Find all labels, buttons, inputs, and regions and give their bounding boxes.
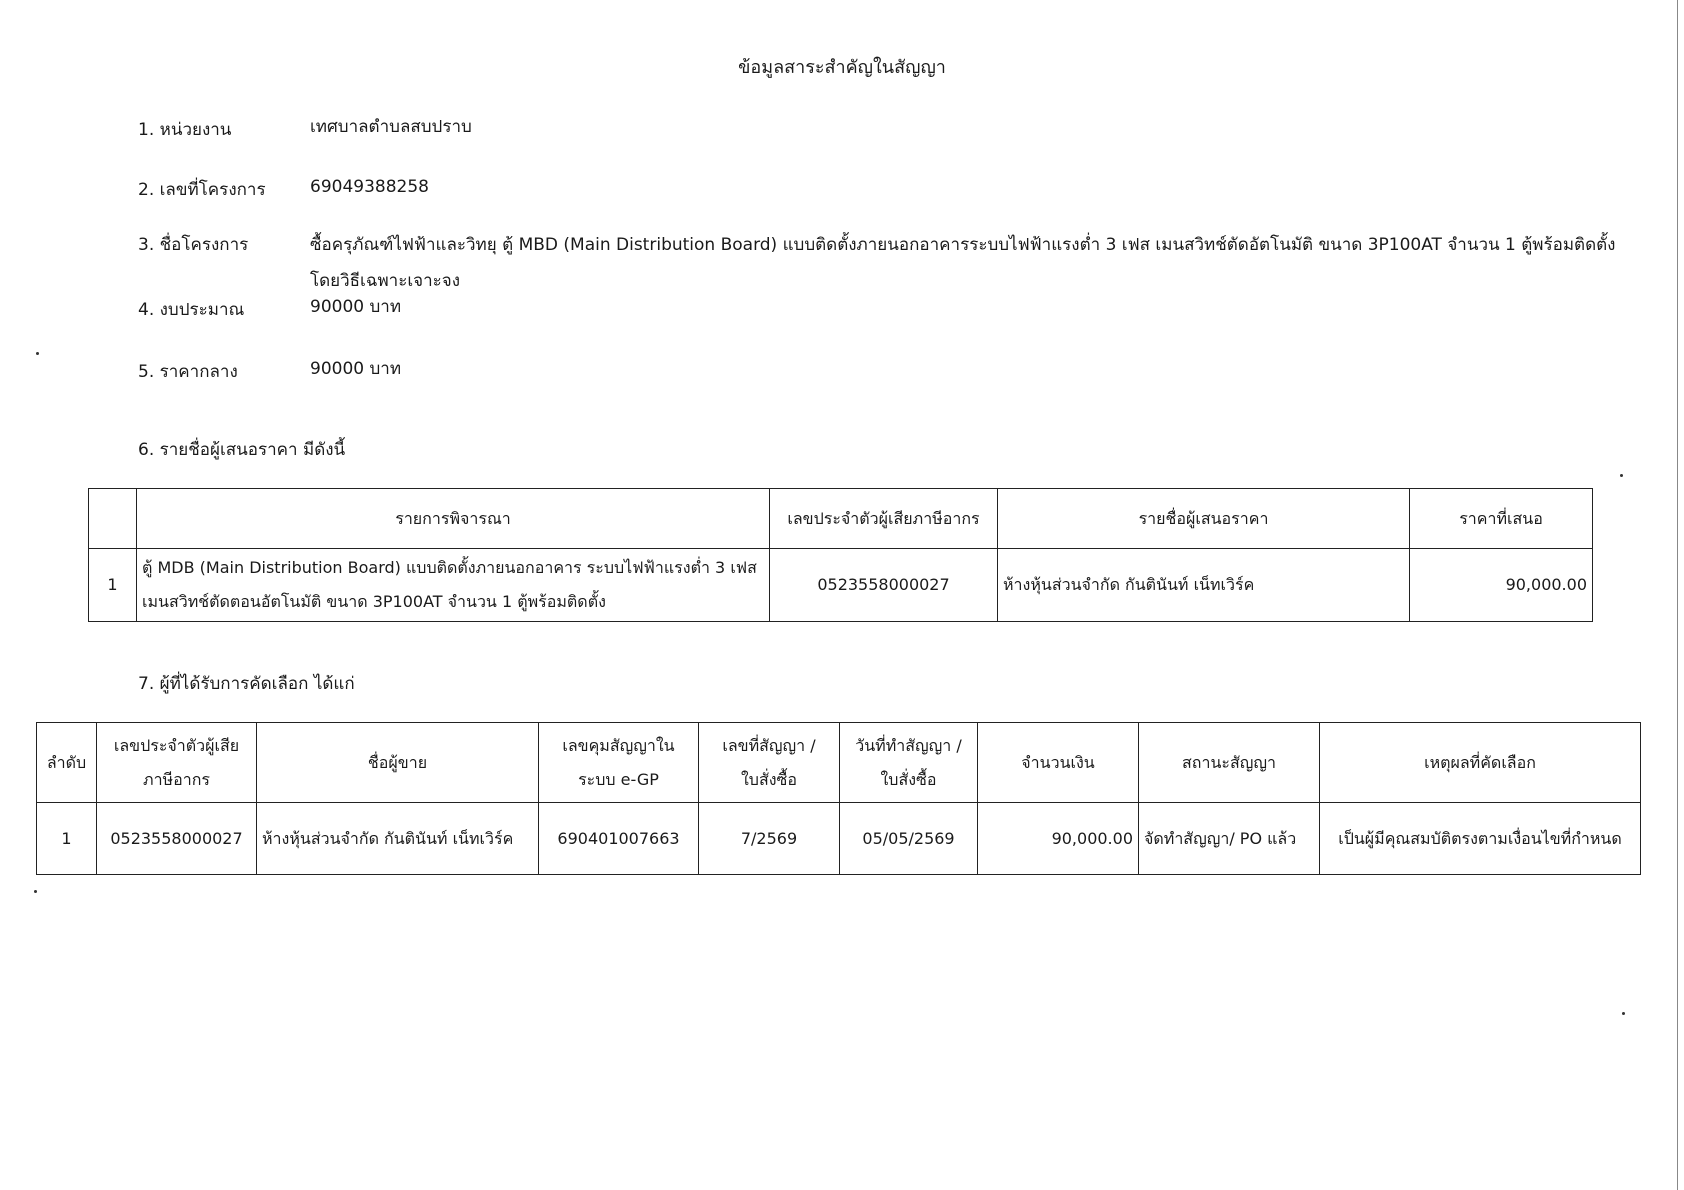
cell-bidder-name: ห้างหุ้นส่วนจำกัด กันตินันท์ เน็ทเวิร์ค (998, 549, 1410, 622)
cell-order: 1 (37, 803, 97, 875)
header-cell-reason: เหตุผลที่คัดเลือก (1320, 723, 1641, 803)
scan-speck (36, 352, 39, 355)
header-cell-amount: จำนวนเงิน (978, 723, 1139, 803)
cell-no: 1 (89, 549, 137, 622)
section-winners-heading: 7. ผู้ที่ได้รับการคัดเลือก ได้แก่ (138, 674, 355, 694)
header-cell-contract-number: เลขที่สัญญา / ใบสั่งซื้อ (699, 723, 840, 803)
field-value: 90000 บาท (310, 359, 402, 379)
document-title: ข้อมูลสาระสำคัญในสัญญา (738, 57, 946, 78)
header-cell-bidder-name: รายชื่อผู้เสนอราคา (998, 489, 1410, 549)
scan-speck (34, 890, 37, 893)
field-median-price (138, 358, 1630, 385)
header-cell-order: ลำดับ (37, 723, 97, 803)
header-cell-tax-id: เลขประจำตัวผู้เสียภาษีอากร (770, 489, 998, 549)
field-label: 2. เลขที่โครงการ (138, 180, 266, 200)
cell-item: ตู้ MDB (Main Distribution Board) แบบติดตั้งภายนอกอาคาร ระบบไฟฟ้าแรงต่ำ 3 เฟส เมนสวิทช์ตัดตอนอัตโนมัติ ขนาด 3P100AT จำนวน 1 ตู้พร้อมติดตั้ง (137, 549, 770, 622)
cell-egp-number: 690401007663 (539, 803, 699, 875)
header-cell-status: สถานะสัญญา (1139, 723, 1320, 803)
table-header-row (89, 489, 1593, 549)
cell-status: จัดทำสัญญา/ PO แล้ว (1139, 803, 1320, 875)
header-cell-contract-date: วันที่ทำสัญญา / ใบสั่งซื้อ (840, 723, 978, 803)
winners-table (36, 722, 1641, 875)
field-value: 69049388258 (310, 177, 429, 197)
cell-amount: 90,000.00 (978, 803, 1139, 875)
scan-speck (1620, 474, 1623, 477)
field-label: 5. ราคากลาง (138, 362, 238, 382)
field-agency (138, 116, 1630, 143)
table-header-row (37, 723, 1641, 803)
section-bidders-heading: 6. รายชื่อผู้เสนอราคา มีดังนี้ (138, 440, 346, 460)
header-cell-item: รายการพิจารณา (137, 489, 770, 549)
header-cell-tax-id: เลขประจำตัวผู้เสียภาษีอากร (97, 723, 257, 803)
cell-vendor-name: ห้างหุ้นส่วนจำกัด กันตินันท์ เน็ทเวิร์ค (257, 803, 539, 875)
cell-tax-id: 0523558000027 (770, 549, 998, 622)
field-label: 1. หน่วยงาน (138, 120, 232, 140)
cell-reason: เป็นผู้มีคุณสมบัติตรงตามเงื่อนไขที่กำหนด (1320, 803, 1641, 875)
cell-price: 90,000.00 (1410, 549, 1593, 622)
header-cell-no (89, 489, 137, 549)
cell-contract-number: 7/2569 (699, 803, 840, 875)
table-row (37, 803, 1641, 875)
field-label: 4. งบประมาณ (138, 300, 245, 320)
table-row (89, 549, 1593, 622)
field-value: 90000 บาท (310, 297, 402, 317)
scan-speck (1622, 1012, 1625, 1015)
cell-tax-id: 0523558000027 (97, 803, 257, 875)
field-value: ซื้อครุภัณฑ์ไฟฟ้าและวิทยุ ตู้ MBD (Main Distribution Board) แบบติดตั้งภายนอกอาคารระบบไฟฟ้าแรงต่ำ 3 เฟส เมนสวิทช์ตัดอัตโนมัติ ขนาด 3P100AT จำนวน 1 ตู้พร้อมติดตั้ง โดยวิธีเฉพาะเจาะจง (310, 235, 1616, 291)
bidders-table (88, 488, 1593, 622)
field-project-number (138, 176, 1630, 203)
field-budget (138, 296, 1630, 323)
scan-edge-line (1677, 0, 1678, 1190)
field-project-name (138, 234, 1630, 299)
header-cell-vendor-name: ชื่อผู้ขาย (257, 723, 539, 803)
header-cell-egp-number: เลขคุมสัญญาในระบบ e-GP (539, 723, 699, 803)
field-label: 3. ชื่อโครงการ (138, 235, 249, 255)
header-cell-price: ราคาที่เสนอ (1410, 489, 1593, 549)
cell-contract-date: 05/05/2569 (840, 803, 978, 875)
field-value: เทศบาลตำบลสบปราบ (310, 117, 472, 137)
